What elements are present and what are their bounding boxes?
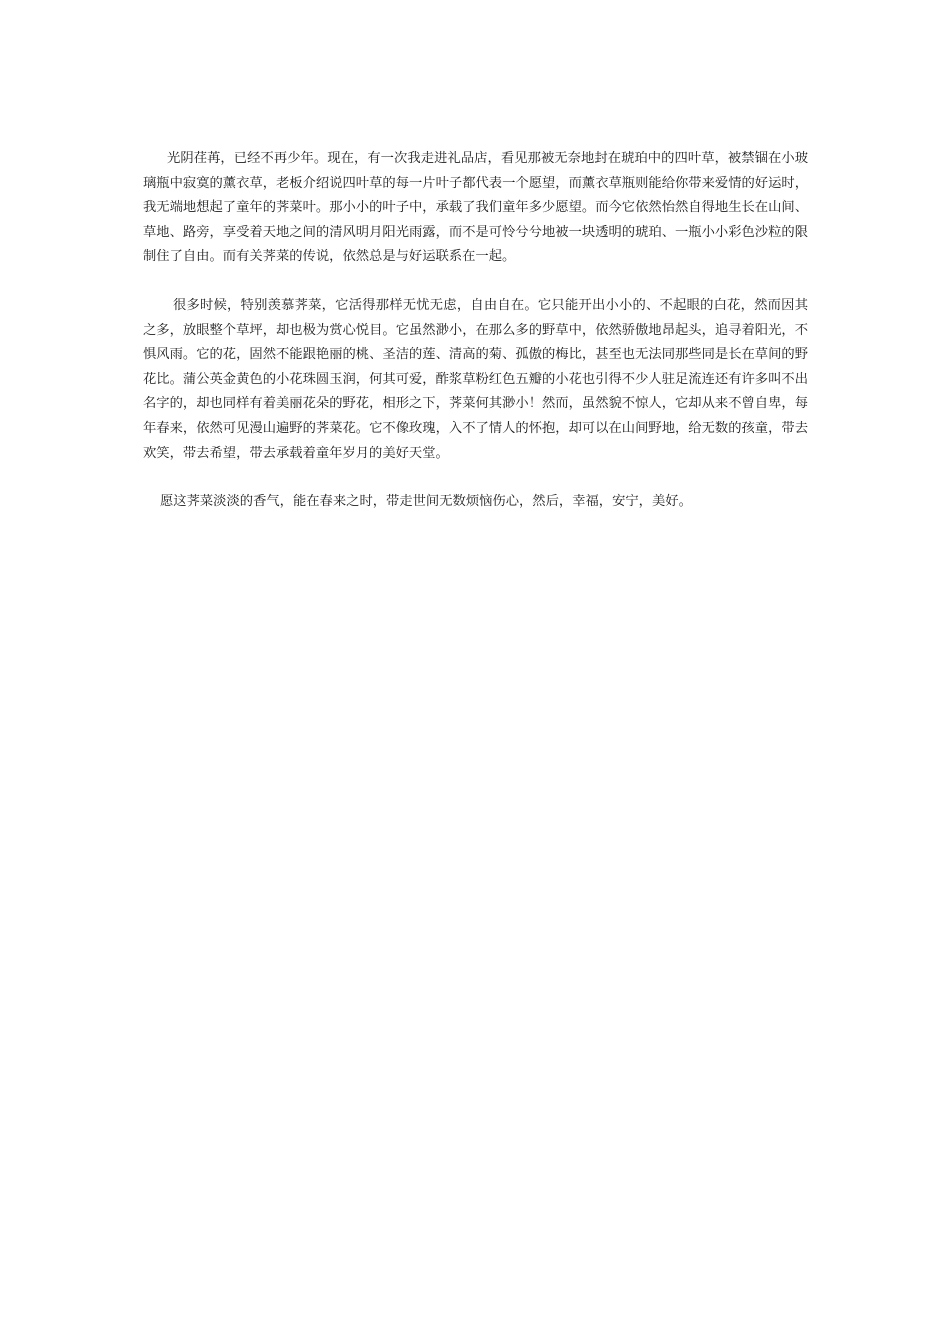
- paragraph-3: 愿这荠菜淡淡的香气，能在春来之时，带走世间无数烦恼伤心，然后，幸福，安宁，美好。: [160, 494, 692, 510]
- document-body: [143, 147, 808, 515]
- paragraph-1: 光阴荏苒，已经不再少年。现在，有一次我走进礼品店，看见那被无奈地封在琥珀中的四叶草，被禁锢在小玻璃瓶中寂寞的薰衣草，老板介绍说四叶草的每一片叶子都代表一个愿望，而薰衣草瓶则能给你带来爱情的好运时，我无端地想起了童年的荠菜叶。那小小的叶子中，承载了我们童年多少愿望。而今它依然怡然自得地生长在山间、草地、路旁，享受着天地之间的清风明月阳光雨露，而不是可怜兮兮地被一块透明的琥珀、一瓶小小彩色沙粒的限制住了自由。而有关荠菜的传说，依然总是与好运联系在一起。: [143, 151, 808, 265]
- paragraph-2: 很多时候，特别羡慕荠菜，它活得那样无忧无虑，自由自在。它只能开出小小的、不起眼的白花，然而因其之多，放眼整个草坪，却也极为赏心悦目。它虽然渺小，在那么多的野草中，依然骄傲地昂起头，追寻着阳光，不惧风雨。它的花，固然不能跟艳丽的桃、圣洁的莲、清高的菊、孤傲的梅比，甚至也无法同那些同是长在草间的野花比。蒲公英金黄色的小花珠圆玉润，何其可爱，酢浆草粉红色五瓣的小花也引得不少人驻足流连还有许多叫不出名字的，却也同样有着美丽花朵的野花，相形之下，荠菜何其渺小！然而，虽然貌不惊人，它却从来不曾自卑，每年春来，依然可见漫山遍野的荠菜花。它不像玫瑰，入不了情人的怀抱，却可以在山间野地，给无数的孩童，带去欢笑，带去希望，带去承载着童年岁月的美好天堂。: [143, 297, 808, 461]
